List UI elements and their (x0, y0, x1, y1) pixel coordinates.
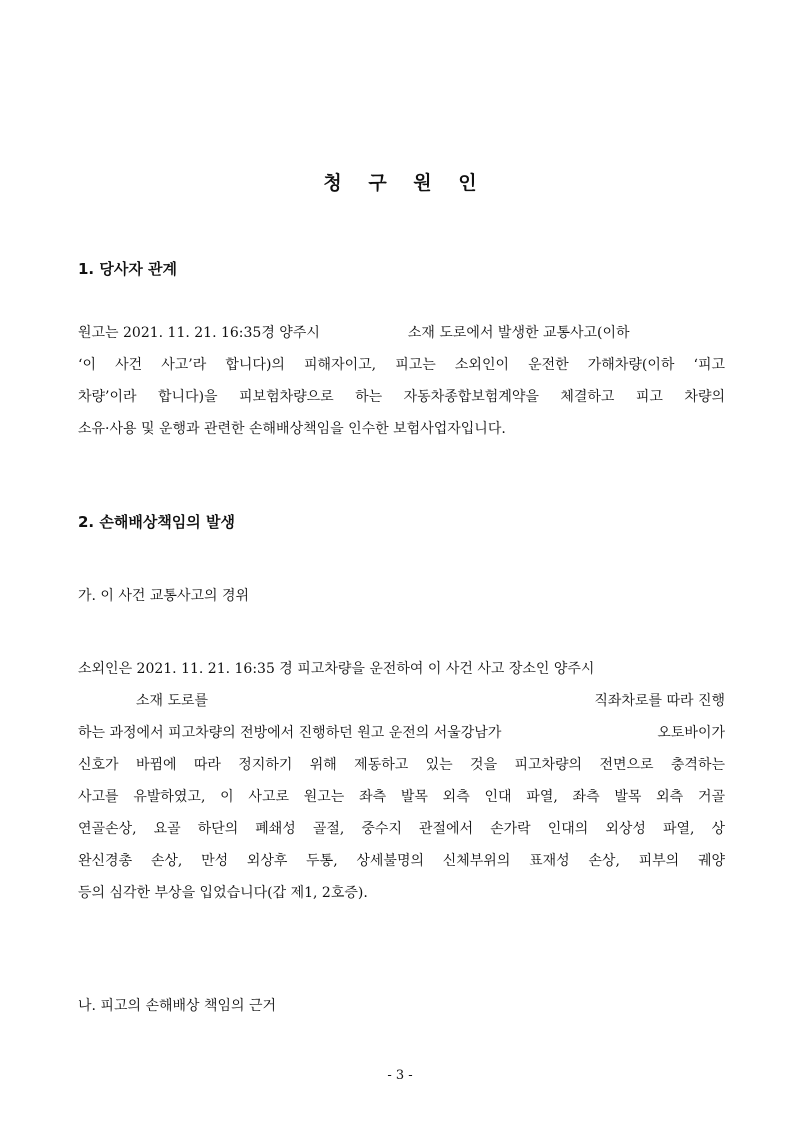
text-segment: 직좌차로를 따라 진행 (594, 693, 725, 709)
paragraph-line: 차량’이라 합니다)을 피보험차량으로 하는 자동차종합보험계약을 체결하고 피고 차량의 (78, 389, 725, 405)
paragraph-line (78, 717, 725, 749)
document-title: 청 구 원 인 (323, 172, 487, 194)
paragraph-circumstances (78, 653, 725, 909)
paragraph-parties (78, 317, 725, 445)
text-segment: 하는 과정에서 피고차량의 전방에서 진행하던 원고 운전의 서울강남가 (78, 725, 502, 741)
paragraph-line: 신호가 바뀜에 따라 정지하기 위해 제동하고 있는 것을 피고차량의 전면으로 충격하는 (78, 757, 725, 773)
paragraph-line (78, 685, 725, 717)
paragraph-line: 등의 심각한 부상을 입었습니다(갑 제1, 2호증). (78, 885, 368, 901)
paragraph-line: 소유·사용 및 운행과 관련한 손해배상책임을 인수한 보험사업자입니다. (78, 421, 506, 437)
section-heading-parties: 1. 당사자 관계 (78, 260, 178, 278)
subsection-heading-circumstances: 가. 이 사건 교통사고의 경위 (78, 588, 250, 604)
paragraph-line (78, 317, 725, 349)
paragraph-line: ‘이 사건 사고’라 합니다)의 피해자이고, 피고는 소외인이 운전한 가해차량(이하 ‘피고 (78, 357, 725, 373)
paragraph-line: 연골손상, 요골 하단의 폐쇄성 골절, 중수지 관절에서 손가락 인대의 외상성 파열, 상 (78, 821, 725, 837)
page-number: - 3 - (387, 1068, 413, 1083)
text-segment: 소재 도로에서 발생한 교통사고(이하 (407, 325, 630, 341)
section-heading-liability: 2. 손해배상책임의 발생 (78, 513, 235, 531)
subsection-heading-basis: 나. 피고의 손해배상 책임의 근거 (78, 998, 277, 1014)
text-segment: 오토바이가 (657, 725, 725, 741)
text-segment: 원고는 2021. 11. 21. 16:35경 양주시 (78, 325, 320, 341)
paragraph-line: 사고를 유발하였고, 이 사고로 원고는 좌측 발목 외측 인대 파열, 좌측 발목 외측 거골 (78, 789, 725, 805)
paragraph-line: 완신경총 손상, 만성 외상후 두통, 상세불명의 신체부위의 표재성 손상, 피부의 궤양 (78, 853, 725, 869)
paragraph-line: 소외인은 2021. 11. 21. 16:35 경 피고차량을 운전하여 이 사건 사고 장소인 양주시 (78, 661, 595, 677)
text-segment: 소재 도로를 (136, 693, 209, 709)
